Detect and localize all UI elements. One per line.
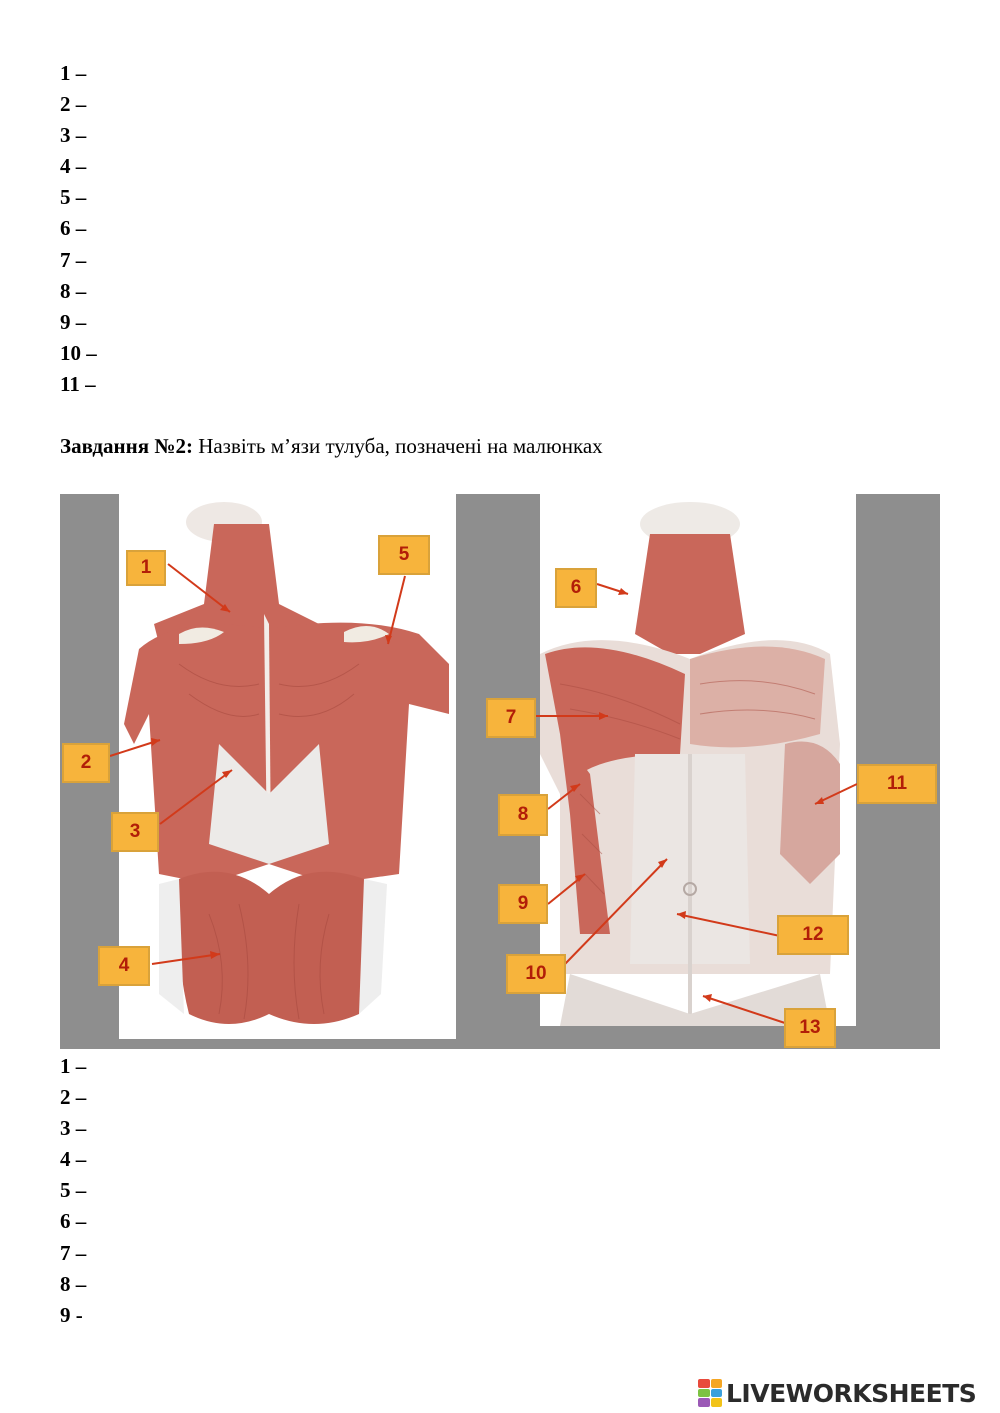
answer-line: 6 – bbox=[60, 216, 87, 241]
answer-line: 9 - bbox=[60, 1302, 83, 1327]
answer-line: 1 – bbox=[60, 1054, 87, 1078]
answer-line: 5 – bbox=[60, 1178, 87, 1203]
callout-2: 2 bbox=[62, 743, 110, 783]
callout-4: 4 bbox=[98, 946, 150, 986]
answer-line: 2 – bbox=[60, 1085, 87, 1110]
answer-line: 4 – bbox=[60, 154, 87, 179]
answer-line: 4 – bbox=[60, 1147, 87, 1172]
answer-line: 6 – bbox=[60, 1209, 87, 1234]
answer-line: 1 – bbox=[60, 61, 87, 85]
callout-11: 11 bbox=[857, 764, 937, 804]
anatomy-figure bbox=[60, 494, 940, 1049]
answer-line: 2 – bbox=[60, 92, 87, 117]
answer-line: 8 – bbox=[60, 1271, 87, 1296]
answer-list-task1 bbox=[60, 58, 97, 400]
callout-6: 6 bbox=[555, 568, 597, 608]
callout-3: 3 bbox=[111, 812, 159, 852]
answer-line: 11 – bbox=[60, 371, 96, 396]
liveworksheets-logo bbox=[698, 1376, 976, 1410]
logo-text: LIVEWORKSHEETS bbox=[726, 1378, 977, 1408]
callout-7: 7 bbox=[486, 698, 536, 738]
answer-line: 9 – bbox=[60, 309, 87, 334]
answer-line: 3 – bbox=[60, 123, 87, 148]
callout-12: 12 bbox=[777, 915, 849, 955]
callout-arrows bbox=[60, 494, 940, 1049]
answer-line: 7 – bbox=[60, 247, 87, 272]
answer-list-task2 bbox=[60, 1051, 86, 1331]
callout-5: 5 bbox=[378, 535, 430, 575]
callout-9: 9 bbox=[498, 884, 548, 924]
answer-line: 10 – bbox=[60, 340, 97, 365]
callout-10: 10 bbox=[506, 954, 566, 994]
answer-line: 3 – bbox=[60, 1116, 87, 1141]
logo-mark-icon bbox=[698, 1379, 722, 1407]
callout-13: 13 bbox=[784, 1008, 836, 1048]
answer-line: 8 – bbox=[60, 278, 87, 303]
callout-1: 1 bbox=[126, 550, 166, 586]
task-label: Завдання №2: bbox=[60, 434, 193, 458]
task-heading bbox=[60, 431, 603, 461]
answer-line: 5 – bbox=[60, 185, 87, 210]
callout-8: 8 bbox=[498, 794, 548, 836]
answer-line: 7 – bbox=[60, 1240, 87, 1265]
task-text: Назвіть м’язи тулуба, позначені на малюнках bbox=[192, 434, 603, 458]
